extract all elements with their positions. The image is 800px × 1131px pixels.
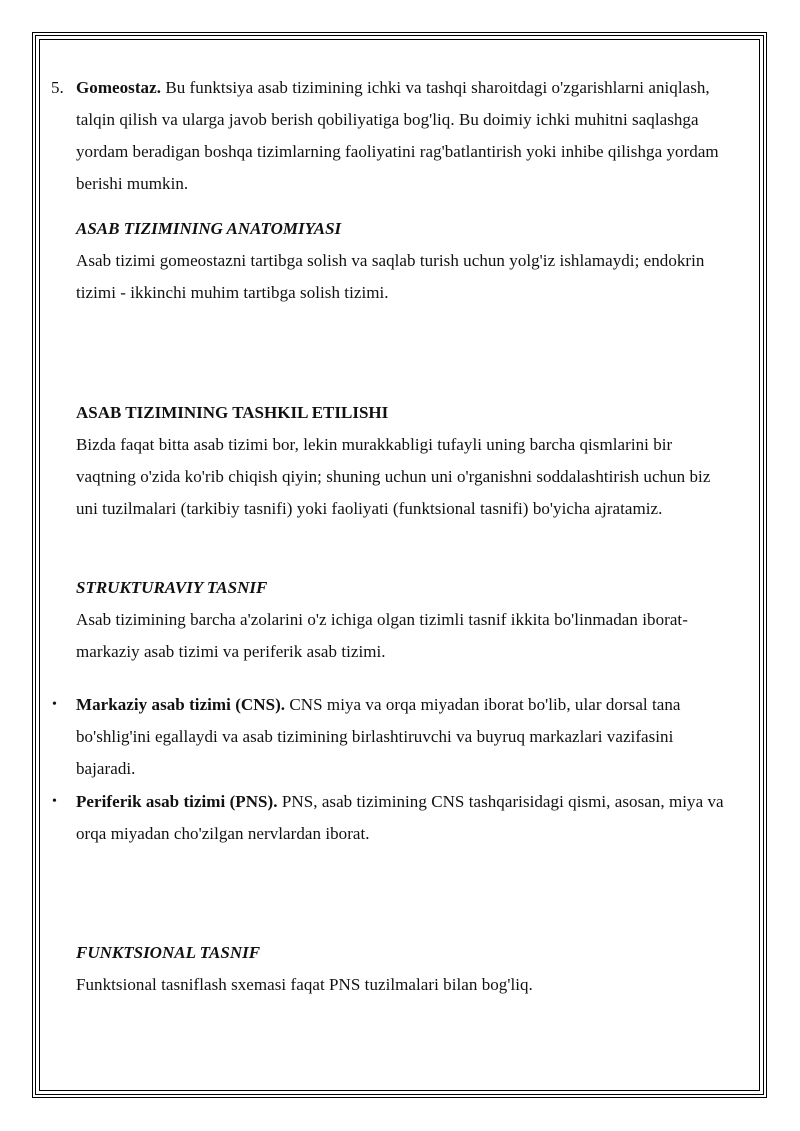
- section-anatomy: [76, 213, 736, 309]
- numbered-item-gomeostaz: [51, 72, 736, 200]
- section-paragraph: Asab tizimi gomeostazni tartibga solish va saqlab turish uchun yolg'iz ishlamaydi; endokrin tizimi - ikkinchi muhim tartibga solish tizimi.: [76, 251, 705, 302]
- section-heading: ASAB TIZIMINING TASHKIL ETILISHI: [76, 403, 389, 422]
- list-number: 5.: [51, 78, 64, 97]
- section-paragraph: Bizda faqat bitta asab tizimi bor, lekin murakkabligi tufayli uning barcha qismlarini bir vaqtning o'zida ko'rib chiqish qiyin; shuning uchun uni o'rganishni soddalashtirish uchun biz uni tuzilmalari (tarkibiy tasnifi) yoki faoliyati (funktsional tasnifi) bo'yicha ajratamiz.: [76, 435, 711, 518]
- section-organization: [76, 397, 736, 525]
- list-item-text: PNS, asab tizimining CNS tashqarisidagi qismi, asosan, miya va orqa miyadan cho'zilgan nervlardan iborat.: [76, 792, 724, 843]
- section-heading: FUNKTSIONAL TASNIF: [76, 943, 261, 962]
- list-item-title: Periferik asab tizimi (PNS).: [76, 792, 278, 811]
- list-item-title: Markaziy asab tizimi (CNS).: [76, 695, 286, 714]
- section-functional: [76, 937, 736, 1001]
- list-item-cns: [52, 689, 736, 785]
- section-paragraph: Asab tizimining barcha a'zolarini o'z ichiga olgan tizimli tasnif ikkita bo'linmadan iborat- markaziy asab tizimi va periferik asab tizimi.: [76, 610, 688, 661]
- list-item-text: CNS miya va orqa miyadan iborat bo'lib, ular dorsal tana bo'shlig'ini egallaydi va asab tizimining birlashtiruvchi va buyruq markazlari vazifasini bajaradi.: [76, 695, 681, 778]
- item-text: Bu funktsiya asab tizimining ichki va tashqi sharoitdagi o'zgarishlarni aniqlash, talqin qilish va ularga javob berish qobiliyatiga bog'liq. Bu doimiy ichki muhitni saqlashga yordam beradigan boshqa tizimlarning faoliyatini rag'batlantirish yoki inhibe qilishga yordam berishi mumkin.: [76, 78, 719, 193]
- section-heading: ASAB TIZIMINING ANATOMIYASI: [76, 219, 342, 238]
- section-paragraph: Funktsional tasniflash sxemasi faqat PNS tuzilmalari bilan bog'liq.: [76, 975, 533, 994]
- bullet-icon: •: [52, 697, 57, 712]
- list-item-paragraph: [76, 689, 736, 785]
- item-paragraph: [76, 72, 736, 200]
- list-item-paragraph: [76, 786, 736, 850]
- item-title: Gomeostaz.: [76, 78, 162, 97]
- section-heading: STRUKTURAVIY TASNIF: [76, 578, 268, 597]
- bullet-icon: •: [52, 794, 57, 809]
- list-item-pns: [52, 786, 736, 850]
- section-structural: [76, 572, 736, 668]
